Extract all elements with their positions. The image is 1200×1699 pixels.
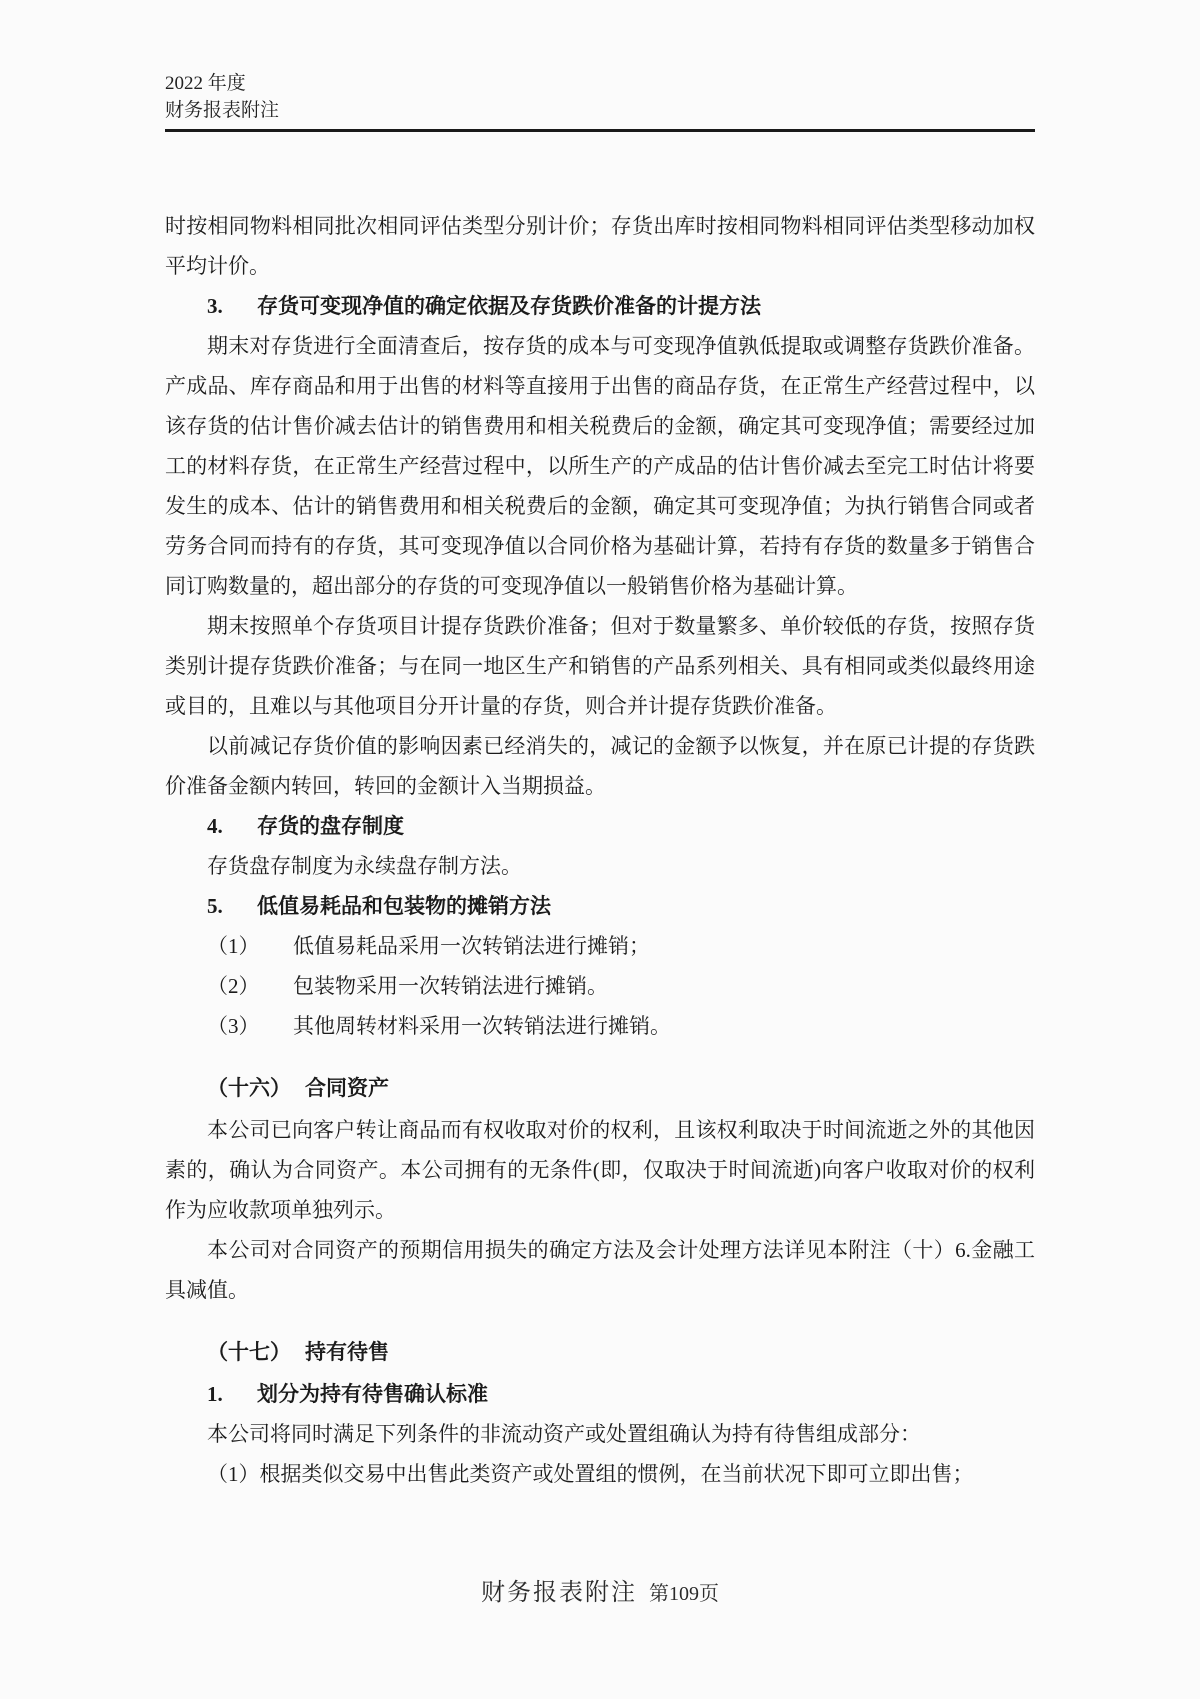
list-text: 其他周转材料采用一次转销法进行摊销。 (293, 1014, 671, 1038)
heading-inventory-system (207, 806, 1035, 846)
heading-number: 3. (207, 294, 223, 318)
section-number: （十七） (207, 1340, 291, 1364)
section-title: 合同资产 (305, 1076, 389, 1100)
paragraph-provision-reversal: 以前减记存货价值的影响因素已经消失的，减记的金额予以恢复，并在原已计提的存货跌价准备金额内转回，转回的金额计入当期损益。 (165, 734, 1035, 798)
heading-number: 1. (207, 1382, 223, 1406)
header-year: 2022 年度 (165, 73, 246, 94)
heading-text: 划分为持有待售确认标准 (257, 1382, 488, 1406)
document-body (165, 206, 1035, 1494)
section-title: 持有待售 (305, 1340, 389, 1364)
footer-title: 财务报表附注 (481, 1580, 637, 1606)
paragraph-contract-assets-definition: 本公司已向客户转让商品而有权收取对价的权利，且该权利取决于时间流逝之外的其他因素的，确认为合同资产。本公司拥有的无条件(即，仅取决于时间流逝)向客户收取对价的权利作为应收款项单独列示。 (165, 1118, 1035, 1222)
list-item-low-value-consumables (207, 926, 1035, 966)
carryover-paragraph: 时按相同物料相同批次相同评估类型分别计价；存货出库时按相同物料相同评估类型移动加权平均计价。 (165, 214, 1035, 278)
footer-page-number: 第109页 (649, 1583, 719, 1605)
page-header (165, 70, 1035, 132)
list-item-packaging (207, 966, 1035, 1006)
heading-hfs-criteria (207, 1374, 1035, 1414)
page-footer (0, 1572, 1200, 1607)
section-number: （十六） (207, 1076, 291, 1100)
heading-amortization-method (207, 886, 1035, 926)
header-doc-title: 财务报表附注 (165, 100, 280, 121)
section-heading-contract-assets (207, 1068, 1035, 1108)
paragraph-contract-assets-ecl: 本公司对合同资产的预期信用损失的确定方法及会计处理方法详见本附注（十）6.金融工具减值。 (165, 1238, 1035, 1302)
paragraph-perpetual-inventory: 存货盘存制度为永续盘存制方法。 (207, 854, 522, 878)
paragraph-hfs-conditions-intro: 本公司将同时满足下列条件的非流动资产或处置组确认为持有待售组成部分： (207, 1422, 921, 1446)
heading-text: 存货可变现净值的确定依据及存货跌价准备的计提方法 (257, 294, 761, 318)
heading-inventory-nrv (207, 286, 1035, 326)
heading-number: 4. (207, 814, 223, 838)
list-text: 低值易耗品采用一次转销法进行摊销； (293, 934, 650, 958)
section-heading-held-for-sale (207, 1332, 1035, 1372)
heading-number: 5. (207, 894, 223, 918)
list-text: 包装物采用一次转销法进行摊销。 (293, 974, 608, 998)
header-rule (165, 129, 1035, 132)
list-marker: （1） (207, 934, 260, 958)
list-marker: （2） (207, 974, 260, 998)
heading-text: 低值易耗品和包装物的摊销方法 (257, 894, 551, 918)
paragraph-nrv-basis: 期末对存货进行全面清查后，按存货的成本与可变现净值孰低提取或调整存货跌价准备。产成品、库存商品和用于出售的材料等直接用于出售的商品存货，在正常生产经营过程中，以该存货的估计售价减去估计的销售费用和相关税费后的金额，确定其可变现净值；需要经过加工的材料存货，在正常生产经营过程中，以所生产的产成品的估计售价减去至完工时估计将要发生的成本、估计的销售费用和相关税费后的金额，确定其可变现净值；为执行销售合同或者劳务合同而持有的存货，其可变现净值以合同价格为基础计算，若持有存货的数量多于销售合同订购数量的，超出部分的存货的可变现净值以一般销售价格为基础计算。 (165, 334, 1035, 598)
list-marker: （3） (207, 1014, 260, 1038)
list-item-hfs-condition-1: （1）根据类似交易中出售此类资产或处置组的惯例，在当前状况下即可立即出售； (207, 1462, 974, 1486)
paragraph-provision-by-item: 期末按照单个存货项目计提存货跌价准备；但对于数量繁多、单价较低的存货，按照存货类别计提存货跌价准备；与在同一地区生产和销售的产品系列相关、具有相同或类似最终用途或目的，且难以与其他项目分开计量的存货，则合并计提存货跌价准备。 (165, 614, 1035, 718)
list-item-other-materials (207, 1006, 1035, 1046)
heading-text: 存货的盘存制度 (257, 814, 404, 838)
